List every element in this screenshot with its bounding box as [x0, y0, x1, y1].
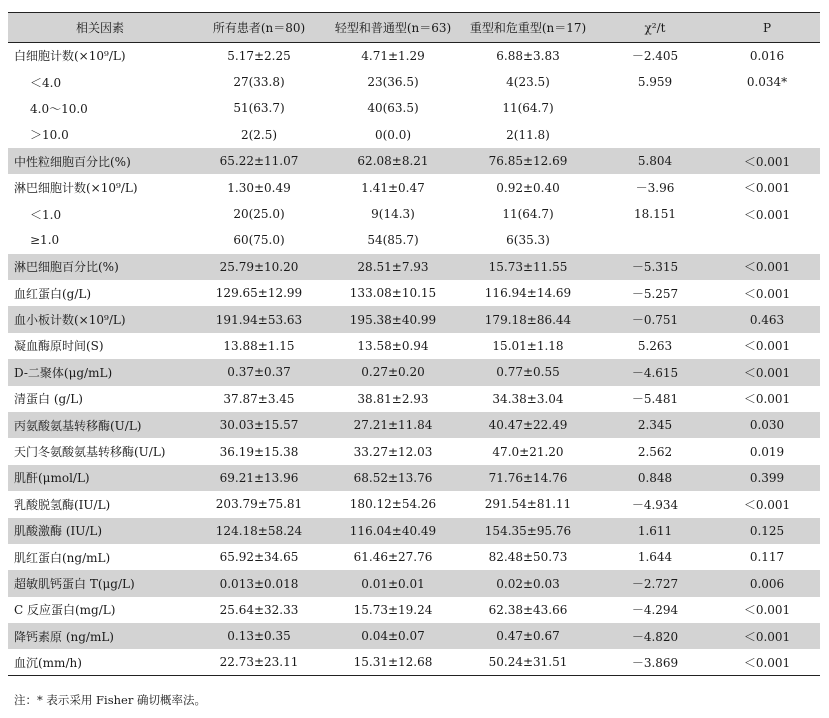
cell-severe-critical: 6(35.3)	[506, 233, 550, 248]
cell-all-patients: 69.21±13.96	[192, 465, 326, 491]
cell-all-patients: 13.88±1.15	[223, 338, 295, 353]
cell-factor: 降钙素原 (ng/mL)	[8, 623, 192, 649]
table-row	[8, 280, 820, 306]
table-row	[8, 148, 820, 174]
cell-statistic: －4.615	[596, 359, 714, 385]
cell-severe-critical: 179.18±86.44	[460, 306, 596, 332]
cell-p-value: 0.399	[714, 465, 820, 491]
cell-factor: 天门冬氨酸氨基转移酶(U/L)	[14, 445, 166, 460]
cell-statistic: －4.820	[596, 623, 714, 649]
cell-p-value: ＜0.001	[743, 181, 791, 196]
cell-factor: 4.0～10.0	[30, 101, 88, 116]
cell-p-value: 0.006	[714, 570, 820, 596]
table-row	[8, 518, 820, 544]
cell-all-patients: 124.18±58.24	[192, 518, 326, 544]
cell-statistic: 5.959	[637, 75, 673, 90]
table-row	[8, 174, 820, 200]
cell-p-value: ＜0.001	[743, 207, 791, 222]
header-row	[8, 13, 820, 43]
cell-factor: 超敏肌钙蛋白 T(μg/L)	[8, 570, 192, 596]
table-row	[8, 333, 820, 359]
cell-severe-critical: 2(11.8)	[506, 127, 550, 142]
cell-severe-critical: 11(64.7)	[502, 207, 554, 222]
table-row	[8, 412, 820, 438]
cell-mild-common: 0(0.0)	[374, 127, 412, 142]
cell-p-value: ＜0.001	[714, 623, 820, 649]
cell-p-value: ＜0.001	[714, 649, 820, 675]
cell-factor: 白细胞计数(×10⁹/L)	[14, 49, 126, 64]
cell-statistic: －2.727	[596, 570, 714, 596]
table-row	[8, 201, 820, 227]
cell-factor: D-二聚体(μg/mL)	[8, 359, 192, 385]
cell-p-value	[714, 227, 820, 253]
cell-factor: 中性粒细胞百分比(%)	[8, 148, 192, 174]
cell-p-value: ＜0.001	[743, 392, 791, 407]
cell-all-patients: 0.013±0.018	[192, 570, 326, 596]
cell-mild-common: 68.52±13.76	[326, 465, 460, 491]
table-row	[8, 122, 820, 148]
cell-p-value: 0.125	[714, 518, 820, 544]
table-row	[8, 597, 820, 623]
cell-severe-critical: 15.73±11.55	[460, 254, 596, 280]
cell-severe-critical: 50.24±31.51	[460, 649, 596, 675]
cell-all-patients: 203.79±75.81	[215, 497, 303, 512]
cell-severe-critical: 47.0±21.20	[492, 444, 564, 459]
cell-p-value: ＜0.001	[743, 286, 791, 301]
cell-all-patients: 36.19±15.38	[219, 444, 299, 459]
cell-statistic	[596, 227, 714, 253]
cell-all-patients: 5.17±2.25	[227, 48, 291, 63]
cell-severe-critical: 291.54±81.11	[484, 497, 572, 512]
cell-statistic: 5.263	[637, 338, 673, 353]
table-row	[8, 465, 820, 491]
cell-mild-common: 15.73±19.24	[353, 602, 433, 617]
cell-severe-critical: 76.85±12.69	[460, 148, 596, 174]
cell-p-value: ＜0.001	[714, 148, 820, 174]
cell-p-value: ＜0.001	[743, 497, 791, 512]
header-mild-common: 轻型和普通型(n＝63)	[326, 13, 460, 43]
table-row	[8, 306, 820, 332]
cell-severe-critical: 15.01±1.18	[492, 338, 564, 353]
cell-severe-critical: 11(64.7)	[502, 101, 554, 116]
cell-statistic: －0.751	[596, 306, 714, 332]
table-header	[8, 13, 820, 43]
cell-statistic: 0.848	[596, 465, 714, 491]
table-row	[8, 623, 820, 649]
cell-statistic: 2.562	[637, 444, 673, 459]
cell-severe-critical: 6.88±3.83	[496, 48, 560, 63]
table-footnote: 注：* 表示采用 Fisher 确切概率法。	[14, 693, 206, 707]
cell-statistic: －2.405	[631, 49, 679, 64]
table-row	[8, 491, 820, 517]
cell-statistic: 18.151	[634, 207, 676, 222]
cell-factor: 凝血酶原时间(S)	[14, 339, 104, 354]
cell-severe-critical: 34.38±3.04	[492, 391, 564, 406]
cell-all-patients: 129.65±12.99	[215, 286, 303, 301]
data-table-container	[8, 12, 820, 676]
header-statistic: χ²/t	[596, 13, 714, 43]
cell-statistic: －3.96	[635, 181, 675, 196]
table-row	[8, 43, 820, 69]
cell-statistic: 1.611	[596, 518, 714, 544]
cell-severe-critical: 154.35±95.76	[460, 518, 596, 544]
cell-statistic	[596, 95, 714, 121]
cell-severe-critical: 4(23.5)	[506, 75, 550, 90]
header-severe-critical: 重型和危重型(n＝17)	[460, 13, 596, 43]
cell-mild-common: 195.38±40.99	[326, 306, 460, 332]
cell-mild-common: 28.51±7.93	[326, 254, 460, 280]
cell-mild-common: 40(63.5)	[367, 101, 419, 116]
table-row	[8, 544, 820, 570]
cell-all-patients: 65.22±11.07	[192, 148, 326, 174]
cell-factor: ＞10.0	[30, 128, 69, 143]
cell-factor: 淋巴细胞百分比(%)	[8, 254, 192, 280]
cell-severe-critical: 71.76±14.76	[460, 465, 596, 491]
cell-factor: 血沉(mm/h)	[8, 649, 192, 675]
cell-mild-common: 1.41±0.47	[361, 180, 425, 195]
cell-mild-common: 0.27±0.20	[326, 359, 460, 385]
cell-all-patients: 25.79±10.20	[192, 254, 326, 280]
cell-severe-critical: 0.02±0.03	[460, 570, 596, 596]
cell-p-value: ＜0.001	[714, 359, 820, 385]
cell-statistic: 5.804	[596, 148, 714, 174]
cell-factor: 肌酸激酶 (IU/L)	[8, 518, 192, 544]
cell-p-value: 0.030	[714, 412, 820, 438]
cell-all-patients: 0.37±0.37	[192, 359, 326, 385]
cell-factor: 肌酐(μmol/L)	[8, 465, 192, 491]
table-row	[8, 438, 820, 464]
cell-mild-common: 23(36.5)	[367, 75, 419, 90]
cell-p-value: 0.019	[749, 444, 785, 459]
cell-mild-common: 116.04±40.49	[326, 518, 460, 544]
cell-p-value: ＜0.001	[714, 254, 820, 280]
cell-statistic: －5.257	[631, 286, 679, 301]
cell-severe-critical: 0.92±0.40	[496, 180, 560, 195]
cell-mild-common: 180.12±54.26	[349, 497, 437, 512]
cell-statistic: －4.294	[631, 603, 679, 618]
cell-mild-common: 0.01±0.01	[326, 570, 460, 596]
cell-mild-common: 133.08±10.15	[349, 286, 437, 301]
cell-p-value	[714, 122, 820, 148]
cell-severe-critical: 0.77±0.55	[460, 359, 596, 385]
cell-factor: ＜1.0	[30, 207, 62, 222]
cell-p-value: 0.117	[749, 550, 785, 565]
cell-statistic: 1.644	[637, 550, 673, 565]
cell-factor: 血小板计数(×10⁹/L)	[8, 306, 192, 332]
header-all-patients: 所有患者(n＝80)	[192, 13, 326, 43]
table-row	[8, 649, 820, 675]
cell-all-patients: 51(63.7)	[233, 101, 285, 116]
cell-all-patients: 2(2.5)	[240, 127, 278, 142]
cell-mild-common: 0.04±0.07	[326, 623, 460, 649]
cell-mild-common: 38.81±2.93	[357, 391, 429, 406]
cell-p-value: ＜0.001	[743, 603, 791, 618]
cell-factor: ≥1.0	[30, 233, 60, 248]
table-row	[8, 227, 820, 253]
cell-severe-critical: 82.48±50.73	[488, 550, 568, 565]
cell-all-patients: 1.30±0.49	[227, 180, 291, 195]
cell-statistic: －5.481	[631, 392, 679, 407]
cell-mild-common: 9(14.3)	[371, 207, 415, 222]
cell-severe-critical: 40.47±22.49	[460, 412, 596, 438]
cell-all-patients: 37.87±3.45	[223, 391, 295, 406]
table-row	[8, 570, 820, 596]
cell-statistic: －5.315	[596, 254, 714, 280]
table-row	[8, 386, 820, 412]
header-p-value: P	[714, 13, 820, 43]
cell-mild-common: 13.58±0.94	[357, 338, 429, 353]
table-body	[8, 43, 820, 676]
cell-all-patients: 60(75.0)	[233, 233, 285, 248]
cell-factor: ＜4.0	[30, 75, 62, 90]
table-row	[8, 359, 820, 385]
table-row	[8, 69, 820, 95]
table-row	[8, 95, 820, 121]
cell-all-patients: 27(33.8)	[233, 75, 285, 90]
cell-statistic: －4.934	[631, 497, 679, 512]
cell-p-value: 0.016	[749, 48, 785, 63]
cell-factor: 淋巴细胞计数(×10⁹/L)	[14, 181, 138, 196]
cell-factor: 血红蛋白(g/L)	[14, 286, 92, 301]
cell-p-value	[714, 95, 820, 121]
cell-all-patients: 22.73±23.11	[192, 649, 326, 675]
cell-mild-common: 62.08±8.21	[326, 148, 460, 174]
cell-all-patients: 0.13±0.35	[192, 623, 326, 649]
cell-all-patients: 20(25.0)	[233, 207, 285, 222]
cell-mild-common: 33.27±12.03	[353, 444, 433, 459]
cell-all-patients: 25.64±32.33	[219, 602, 299, 617]
cell-statistic	[596, 122, 714, 148]
cell-factor: 丙氨酸氨基转移酶(U/L)	[8, 412, 192, 438]
cell-statistic: －3.869	[596, 649, 714, 675]
cell-mild-common: 27.21±11.84	[326, 412, 460, 438]
cell-mild-common: 61.46±27.76	[353, 550, 433, 565]
cell-p-value: 0.463	[714, 306, 820, 332]
clinical-factors-table	[8, 12, 820, 676]
header-factor: 相关因素	[8, 13, 192, 43]
cell-mild-common: 54(85.7)	[367, 233, 419, 248]
cell-p-value: ＜0.001	[743, 339, 791, 354]
cell-statistic: 2.345	[596, 412, 714, 438]
cell-all-patients: 65.92±34.65	[219, 550, 299, 565]
cell-mild-common: 4.71±1.29	[361, 48, 425, 63]
cell-all-patients: 191.94±53.63	[192, 306, 326, 332]
cell-factor: 乳酸脱氢酶(IU/L)	[14, 497, 111, 512]
cell-factor: 肌红蛋白(ng/mL)	[14, 550, 111, 565]
cell-mild-common: 15.31±12.68	[326, 649, 460, 675]
cell-all-patients: 30.03±15.57	[192, 412, 326, 438]
cell-severe-critical: 0.47±0.67	[460, 623, 596, 649]
table-row	[8, 254, 820, 280]
cell-severe-critical: 62.38±43.66	[488, 602, 568, 617]
cell-factor: 清蛋白 (g/L)	[14, 392, 83, 407]
cell-severe-critical: 116.94±14.69	[484, 286, 572, 301]
cell-factor: C 反应蛋白(mg/L)	[14, 603, 116, 618]
cell-p-value: 0.034*	[746, 75, 788, 90]
